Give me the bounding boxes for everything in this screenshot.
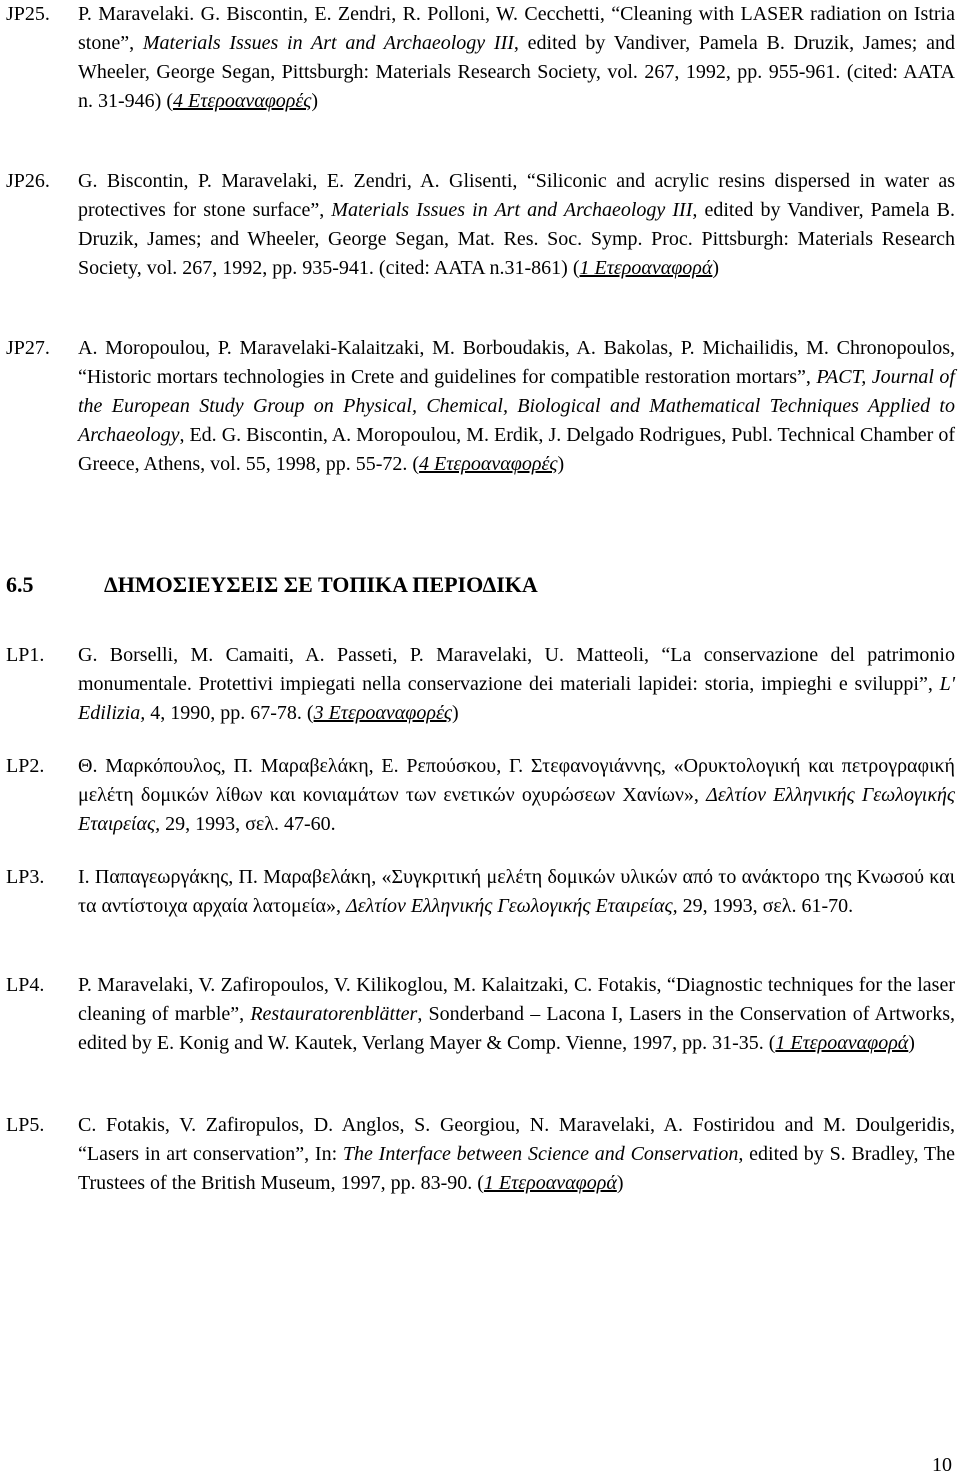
reference-text: G. Borselli, M. Camaiti, A. Passeti, P. Maravelaki, U. Matteoli, “La conservazione del patrimonio monumentale. Protettivi impiegati nella conservazione dei materiali lapidei: storia, impieghi e sviluppi”, L' Edilizia, 4, 1990, pp. 67-78. (3 Ετεροαναφορές)	[78, 644, 955, 724]
journal-title: PACT, Journal of the European Study Group on Physical, Chemical, Biological and Mathematical Techniques Applied to Archaeology	[78, 366, 955, 446]
reference-id: JP25.	[6, 3, 50, 25]
reference-text: Θ. Μαρκόπουλος, Π. Μαραβελάκη, Ε. Ρεπούσκου, Γ. Στεφανογιάννης, «Ορυκτολογική και πετρογραφική μελέτη δομικών λίθων και κονιαμάτων των ενετικών οχυρώσεων Χανίων», Δελτίον Ελληνικής Γεωλογικής Εταιρείας, 29, 1993, σελ. 47-60.	[78, 755, 956, 835]
citation-count-link: 1 Ετεροαναφορά	[775, 1032, 909, 1054]
journal-title: The Interface between Science and Conservation,	[342, 1143, 744, 1165]
page-number: 10	[932, 1454, 952, 1476]
reference-text: Ι. Παπαγεωργάκης, Π. Μαραβελάκη, «Συγκριτική μελέτη δομικών υλικών από το ανάκτορο της Κνωσού και τα αντίστοιχα αρχαία λατομεία», Δελτίον Ελληνικής Γεωλογικής Εταιρείας, 29, 1993, σελ. 61-70.	[78, 866, 955, 917]
journal-title: Restauratorenblätter	[250, 1003, 418, 1025]
journal-title: Δελτίον Ελληνικής Γεωλογικής Εταιρείας,	[78, 784, 956, 835]
reference-id: LP5.	[6, 1114, 45, 1136]
reference-text: A. Moropoulou, P. Maravelaki-Kalaitzaki, M. Borboudakis, A. Bakolas, P. Michailidis, M. Chronopoulos, “Historic mortars technologies in Crete and guidelines for compatible restoration mortars”, PACT, Journal of the European Study Group on Physical, Chemical, Biological and Mathematical Techniques Applied to Archaeology, Ed. G. Biscontin, A. Moropoulou, M. Erdik, J. Delgado Rodrigues, Publ. Technical Chamber of Greece, Athens, vol. 55, 1998, pp. 55-72. (4 Ετεροαναφορές)	[78, 337, 955, 475]
reference-id: JP27.	[6, 337, 50, 359]
citation-count-link: 1 Ετεροαναφορά	[483, 1172, 617, 1194]
reference-text: P. Maravelaki, V. Zafiropoulos, V. Kilikoglou, M. Kalaitzaki, C. Fotakis, “Diagnostic techniques for the laser cleaning of marble”, Restauratorenblätter, Sonderband – Lacona I, Lasers in the Conservation of Artworks, edited by E. Konig and W. Kautek, Verlang Mayer & Comp. Vienne, 1997, pp. 31-35. (1 Ετεροαναφορά)	[78, 974, 955, 1054]
journal-title: Materials Issues in Art and Archaeology III	[142, 32, 514, 54]
journal-title: L' Edilizia,	[78, 673, 955, 724]
section-title: ΔΗΜΟΣΙΕΥΣΕΙΣ ΣΕ ΤΟΠΙΚΑ ΠΕΡΙΟΔΙΚΑ	[104, 572, 538, 597]
reference-id: LP3.	[6, 866, 45, 888]
reference-id: LP1.	[6, 644, 45, 666]
reference-text: G. Biscontin, P. Maravelaki, E. Zendri, A. Glisenti, “Siliconic and acrylic resins dispersed in water as protectives for stone surface”, Materials Issues in Art and Archaeology III, edited by Vandiver, Pamela B. Druzik, James; and Wheeler, George Segan, Mat. Res. Soc. Symp. Proc. Pittsburgh: Materials Research Society, vol. 267, 1992, pp. 935-941. (cited: AATA n.31-861) (1 Ετεροαναφορά)	[78, 170, 955, 279]
reference-text: C. Fotakis, V. Zafiropulos, D. Anglos, S. Georgiou, N. Maravelaki, A. Fostiridou and M. Doulgeridis, “Lasers in art conservation”, In: The Interface between Science and Conservation, edited by S. Bradley, The Trustees of the British Museum, 1997, pp. 83-90. (1 Ετεροαναφορά)	[78, 1114, 955, 1194]
citation-count-link: 1 Ετεροαναφορά	[579, 257, 713, 279]
reference-id: LP2.	[6, 755, 45, 777]
section-heading	[6, 570, 946, 600]
citation-count-link: 3 Ετεροαναφορές	[313, 702, 452, 724]
reference-id: JP26.	[6, 170, 50, 192]
journal-title: Δελτίον Ελληνικής Γεωλογικής Εταιρείας,	[346, 895, 678, 917]
journal-title: Materials Issues in Art and Archaeology III,	[331, 199, 698, 221]
section-number: 6.5	[6, 572, 34, 597]
citation-count-link: 4 Ετεροαναφορές	[172, 90, 312, 112]
citation-count-link: 4 Ετεροαναφορές	[419, 453, 558, 475]
reference-id: LP4.	[6, 974, 45, 996]
reference-text: P. Maravelaki. G. Biscontin, E. Zendri, R. Polloni, W. Cecchetti, “Cleaning with LASER radiation on Istria stone”, Materials Issues in Art and Archaeology III, edited by Vandiver, Pamela B. Druzik, James; and Wheeler, George Segan, Pittsburgh: Materials Research Society, vol. 267, 1992, pp. 955-961. (cited: AATA n. 31-946) (4 Ετεροαναφορές)	[78, 3, 955, 112]
